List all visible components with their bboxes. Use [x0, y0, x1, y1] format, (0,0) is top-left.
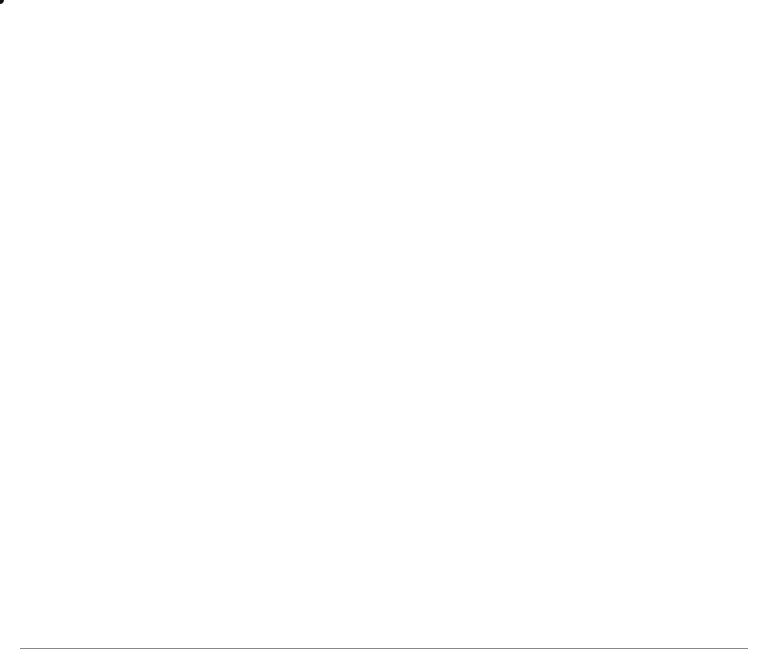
centre-point-p [0, 0, 4, 4]
bottom-divider [20, 648, 748, 649]
